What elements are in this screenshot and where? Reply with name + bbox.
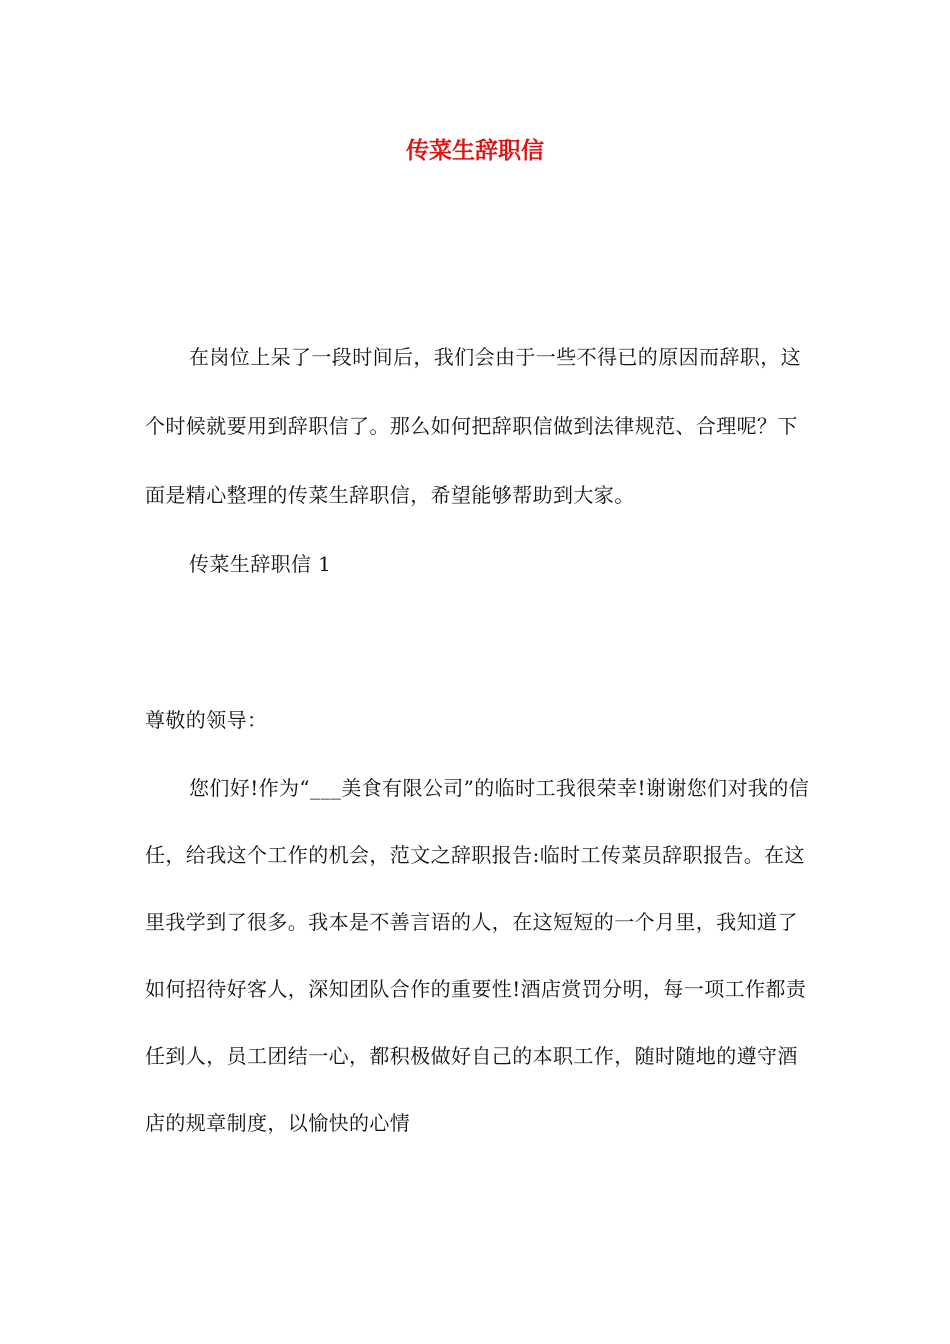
letter-salutation: 尊敬的领导： bbox=[145, 708, 268, 732]
document-title: 传菜生辞职信 bbox=[406, 137, 544, 164]
intro-paragraph: 在岗位上呆了一段时间后，我们会由于一些不得已的原因而辞职，这个时候就要用到辞职信了。那么如何把辞职信做到法律规范、合理呢？下面是精心整理的传菜生辞职信，希望能够帮助到大家。 bbox=[145, 345, 801, 507]
letter-body-paragraph: 您们好!作为“___美食有限公司”的临时工我很荣幸!谢谢您们对我的信任，给我这个工作的机会，范文之辞职报告:临时工传菜员辞职报告。在这里我学到了很多。我本是不善言语的人，在这短短的一个月里，我知道了如何招待好客人，深知团队合作的重要性!酒店赏罚分明，每一项工作都责任到人，员工团结一心，都积极做好自己的本职工作，随时随地的遵守酒店的规章制度，以愉快的心情 bbox=[145, 776, 810, 1135]
section-subtitle: 传菜生辞职信 1 bbox=[189, 552, 332, 576]
